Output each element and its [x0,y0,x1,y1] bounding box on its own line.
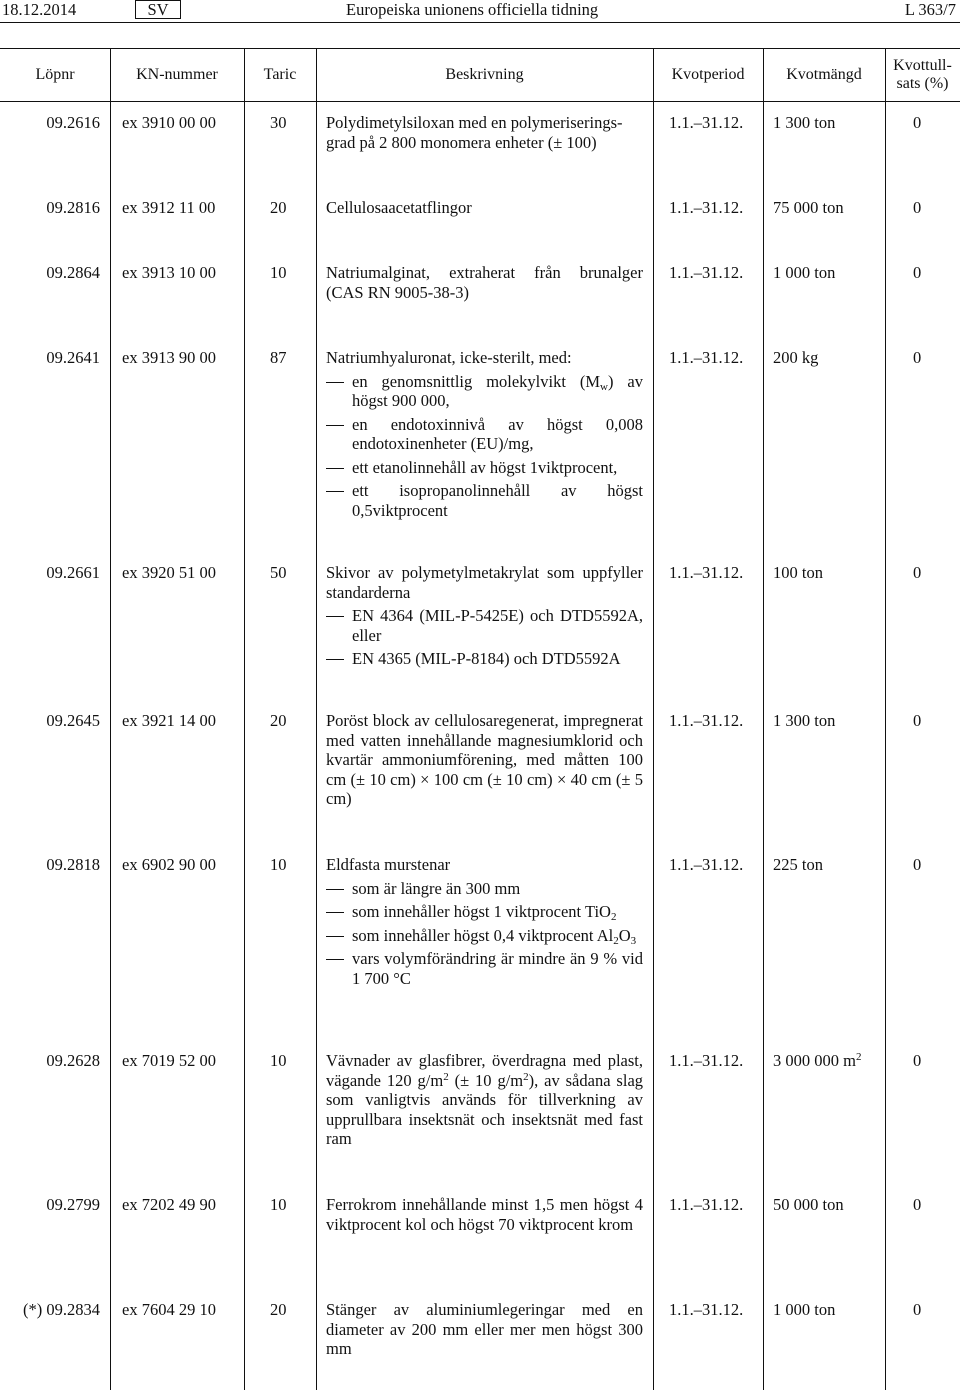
row-quota-amount: 1 300 ton [773,711,836,730]
row-quota-period: 1.1.–31.12. [669,348,744,367]
row-lopnr: 09.2816 [46,198,100,217]
row-quota-period: 1.1.–31.12. [669,711,744,730]
description-bullet [326,926,643,946]
column-header-amount: Kvotmängd [786,66,862,83]
subscript: 2 [610,911,617,923]
row-lopnr: (*) 09.2834 [23,1300,100,1319]
bullet-text: ett etanolinnehåll av högst 1viktprocent, [352,457,618,477]
row-kn-number: ex 7604 29 10 [122,1300,216,1319]
row-duty-rate: 0 [913,113,922,132]
row-quota-amount: 1 300 ton [773,113,836,132]
row-quota-amount: 1 000 ton [773,1300,836,1319]
dash-marker [326,889,344,890]
page-reference: L 363/7 [904,0,956,19]
bullet-text: ett isopropanolinnehåll av högst 0,5viktprocent [352,481,643,520]
row-duty-rate: 0 [913,1300,922,1319]
quota-table [0,48,960,1358]
row-lopnr: 09.2616 [46,113,100,132]
description-bullet [326,481,643,520]
bullet-text: som är längre än 300 mm [352,878,521,898]
description-bullet [326,879,643,899]
row-description [326,563,643,669]
row-quota-amount [773,1051,883,1071]
row-lopnr: 09.2628 [46,1051,100,1070]
row-lopnr: 09.2661 [46,563,100,582]
row-lopnr: 09.2641 [46,348,100,367]
row-description: Poröst block av cellulosaregenerat, impregnerat med vatten innehållande magnesiumklorid och kvartär ammoniumförening, med måtten 100 cm (± 10 cm) × 100 cm (± 10 cm) × 40 cm (± 5 cm) [326,711,643,808]
dash-marker [326,382,344,383]
column-divider [763,48,764,1390]
description-text: ), av sådana slag som vanligtvis används för tillverkning av upprullbara insektsnät och insektsnät med fast ram [326,1070,644,1148]
description-line: Polydimetylsiloxan med en polymeriserings- [326,113,623,132]
description-bullet [326,458,643,478]
publication-date: 18.12.2014 [2,0,77,19]
dash-marker [326,616,344,617]
row-quota-period: 1.1.–31.12. [669,1051,744,1070]
description-bullet [326,372,643,411]
row-taric: 20 [270,711,287,730]
bullet-text-rest: ) av högst 900 000, [352,371,644,410]
description-line: Cellulosaacetatflingor [326,198,472,217]
dash-marker [326,959,344,960]
row-quota-amount: 75 000 ton [773,198,844,217]
row-description: Stänger av aluminiumlegeringar med en diameter av 200 mm eller mer men högst 300 mm [326,1300,643,1358]
description-intro: Natriumhyaluronat, icke-sterilt, med: [326,348,572,367]
description-text: (± 10 g/m [448,1070,524,1090]
bullet-text-oxygen: O [618,925,631,945]
amount-value: 3 000 000 m [773,1051,856,1070]
row-quota-period: 1.1.–31.12. [669,263,744,282]
row-kn-number: ex 3921 14 00 [122,711,216,730]
page-header [0,0,960,20]
column-header-duty-line2: sats (%) [896,75,949,92]
row-description [326,263,643,302]
dash-marker [326,491,344,492]
description-bullet [326,949,643,988]
row-taric: 20 [270,198,287,217]
row-duty-rate: 0 [913,1051,922,1070]
description-bullet [326,649,643,669]
row-taric: 10 [270,1195,287,1214]
row-taric: 20 [270,1300,287,1319]
row-lopnr: 09.2799 [46,1195,100,1214]
row-description [326,198,643,218]
row-quota-period: 1.1.–31.12. [669,1300,744,1319]
row-description [326,113,643,152]
row-quota-period: 1.1.–31.12. [669,1195,744,1214]
dash-marker [326,425,344,426]
description-intro: Eldfasta murstenar [326,855,451,874]
row-kn-number: ex 6902 90 00 [122,855,216,874]
dash-marker [326,936,344,937]
journal-title: Europeiska unionens officiella tidning [346,0,599,19]
superscript: 2 [855,1051,862,1063]
row-duty-rate: 0 [913,563,922,582]
description-line: grad på 2 800 monomera enheter (± 100) [326,132,597,152]
row-quota-amount: 50 000 ton [773,1195,844,1214]
column-header-duty-line1: Kvottull- [893,57,952,74]
row-taric: 10 [270,855,287,874]
row-taric: 50 [270,563,287,582]
row-taric: 10 [270,1051,287,1070]
row-kn-number: ex 3913 10 00 [122,263,216,282]
row-description [326,348,643,520]
column-header-description: Beskrivning [445,66,524,83]
row-kn-number: ex 3912 11 00 [122,198,216,217]
description-intro: Skivor av polymetylmetakrylat som uppfyller standarderna [326,563,643,602]
row-duty-rate: 0 [913,1195,922,1214]
subscript: 2 [613,934,619,947]
description-bullet [326,415,643,454]
row-kn-number: ex 3920 51 00 [122,563,216,582]
bullet-text: som innehåller högst 0,4 viktprocent Al [352,925,614,945]
bullet-text: en genomsnittlig molekylvikt (M [352,371,601,391]
row-quota-amount: 200 kg [773,348,819,367]
subscript: 3 [630,934,637,947]
description-line: Natriumalginat, extraherat från brunalger [326,263,643,282]
bullet-text: EN 4364 (MIL-P-5425E) och DTD5592A, eller [352,606,643,645]
bullet-text: som innehåller högst 1 viktprocent TiO [352,902,611,921]
row-kn-number: ex 7019 52 00 [122,1051,216,1070]
row-lopnr: 09.2645 [46,711,100,730]
row-duty-rate: 0 [913,198,922,217]
row-quota-period: 1.1.–31.12. [669,855,744,874]
column-header-taric: Taric [263,66,297,83]
row-duty-rate: 0 [913,348,922,367]
row-quota-amount: 225 ton [773,855,823,874]
bullet-text: vars volymförändring är mindre än 9 % vid 1 700 °C [352,949,643,988]
dash-marker [326,468,344,469]
table-header [0,48,960,102]
bullet-text: en endotoxinnivå av högst 0,008 endotoxinenheter (EU)/mg, [352,414,643,453]
row-taric: 10 [270,263,287,282]
bullet-text: EN 4365 (MIL-P-8184) och DTD5592A [352,649,621,668]
row-duty-rate: 0 [913,855,922,874]
description-bullet [326,606,643,645]
column-divider [653,48,654,1390]
row-quota-period: 1.1.–31.12. [669,198,744,217]
dash-marker [326,912,344,913]
column-header-lopnr: Löpnr [35,66,75,83]
row-taric: 30 [270,113,287,132]
row-duty-rate: 0 [913,711,922,730]
column-header-kn: KN-nummer [136,66,218,83]
subscript: w [600,380,608,393]
description-text: Vävnader av glasfibrer, överdragna med plast, vägande 120 g/m [326,1051,643,1090]
language-badge: SV [135,0,181,19]
superscript: 2 [523,1070,529,1083]
row-quota-amount: 100 ton [773,563,823,582]
column-divider [316,48,317,1390]
description-line: (CAS RN 9005-38-3) [326,282,469,302]
dash-marker [326,659,344,660]
description-bullet [326,902,643,922]
row-lopnr: 09.2818 [46,855,100,874]
header-divider [0,22,960,23]
column-divider [110,48,111,1390]
column-header-period: Kvotperiod [671,66,745,83]
row-quota-period: 1.1.–31.12. [669,563,744,582]
row-kn-number: ex 7202 49 90 [122,1195,216,1214]
superscript: 2 [443,1070,449,1083]
row-quota-period: 1.1.–31.12. [669,113,744,132]
row-lopnr: 09.2864 [46,263,100,282]
row-quota-amount: 1 000 ton [773,263,836,282]
row-description [326,1051,643,1149]
row-kn-number: ex 3910 00 00 [122,113,216,132]
column-header-duty [885,49,960,101]
row-description [326,855,643,988]
row-duty-rate: 0 [913,263,922,282]
row-description: Ferrokrom innehållande minst 1,5 men högst 4 viktprocent kol och högst 70 viktprocent krom [326,1195,643,1234]
row-kn-number: ex 3913 90 00 [122,348,216,367]
column-divider [885,48,886,1390]
row-taric: 87 [270,348,287,367]
